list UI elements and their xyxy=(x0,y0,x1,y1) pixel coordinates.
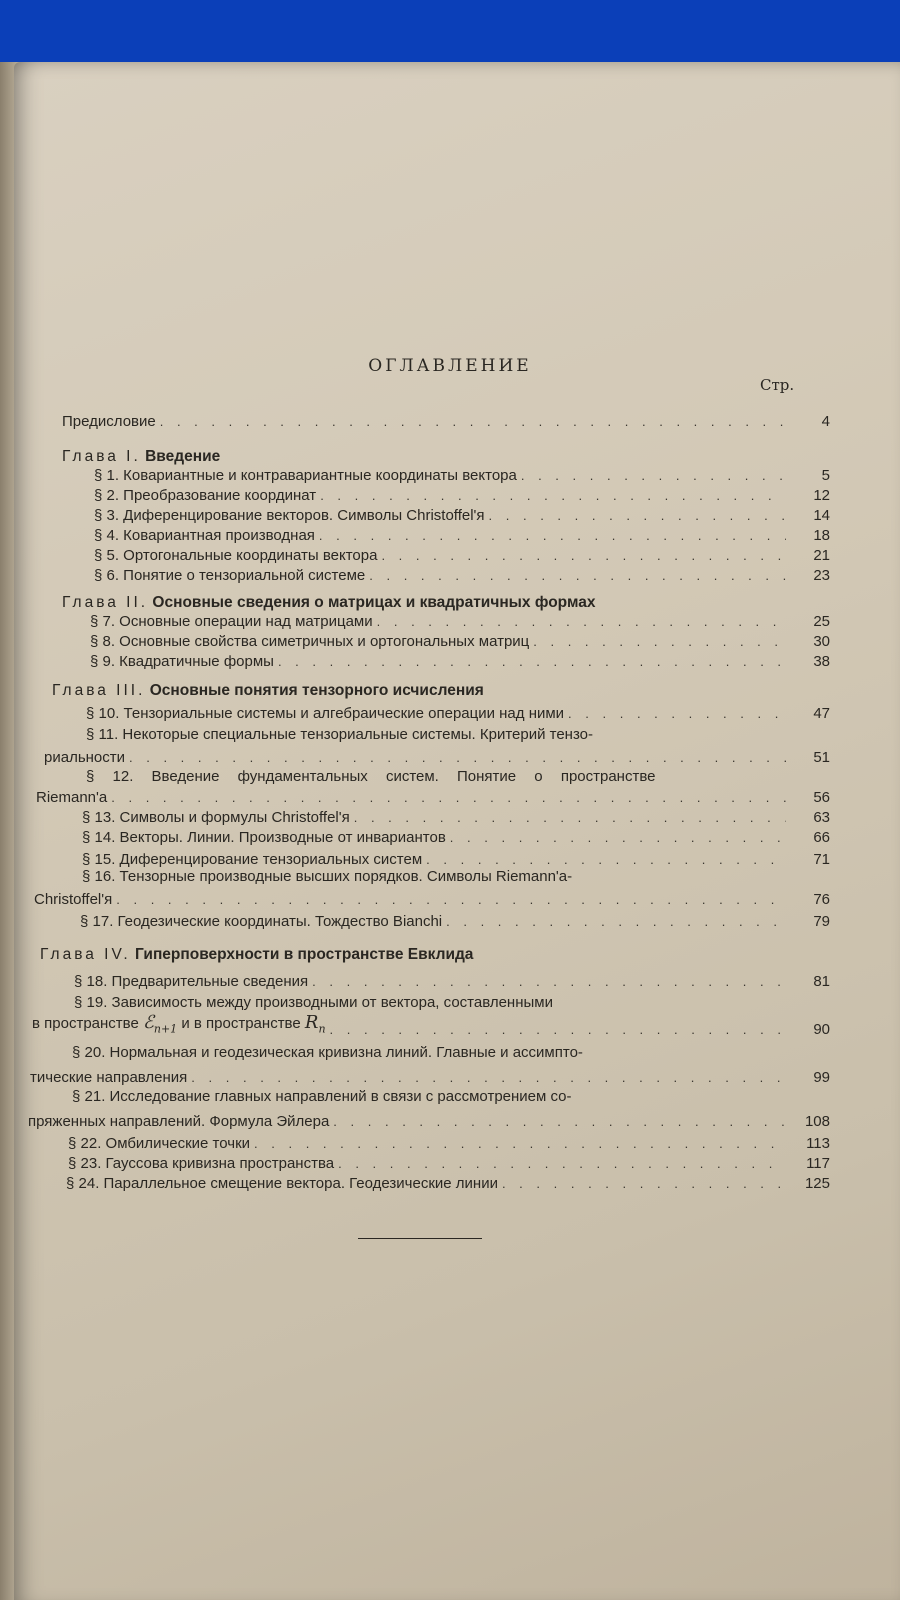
toc-entry xyxy=(82,824,830,846)
toc-entry xyxy=(82,846,830,868)
entry-title: § 18. Предварительные сведения xyxy=(74,973,309,990)
entry-title: § 15. Диференцирование тензориальных систем xyxy=(82,851,423,868)
entry-page: 108 xyxy=(804,1113,830,1130)
entry-page: 71 xyxy=(813,851,830,868)
entry-page: 63 xyxy=(813,809,830,826)
toc-entry xyxy=(94,462,830,484)
dot-leader xyxy=(568,705,786,722)
chapter-title: Основные понятия тензорного исчисления xyxy=(149,682,484,699)
toc-entry xyxy=(90,608,830,630)
entry-page: 47 xyxy=(813,705,830,722)
toc-entry xyxy=(86,700,830,722)
entry-page: 5 xyxy=(821,467,830,484)
entry-page: 79 xyxy=(813,913,830,930)
entry-title-line1: § 12. Введение фундаментальных систем. Понятие о пространстве xyxy=(86,768,656,785)
dot-leader xyxy=(191,1069,786,1086)
dot-leader xyxy=(426,851,786,868)
toc-entry xyxy=(80,908,830,930)
entry-page: 25 xyxy=(813,613,830,630)
dot-leader xyxy=(278,653,786,670)
entry-title-line1: § 21. Исследование главных направлений в связи с рассмотрением со- xyxy=(72,1088,572,1105)
entry-page: 23 xyxy=(813,567,830,584)
toc-entry xyxy=(34,886,830,908)
entry-page: 18 xyxy=(813,527,830,544)
entry-title: § 7. Основные операции над матрицами xyxy=(90,613,373,630)
chapter-label: Глава IV. xyxy=(40,946,131,963)
toc-entry xyxy=(36,784,830,806)
entry-page: 66 xyxy=(813,829,830,846)
toc-entry xyxy=(94,502,830,524)
entry-page: 4 xyxy=(821,413,830,430)
dot-leader xyxy=(450,829,786,846)
toc-entry xyxy=(90,628,830,650)
entry-title-cont: Riemann'a xyxy=(36,789,108,806)
chapter-heading xyxy=(40,946,473,964)
toc-entry xyxy=(32,1012,830,1038)
dot-leader xyxy=(160,413,786,430)
chapter-title: Основные сведения о матрицах и квадратичных формах xyxy=(152,594,596,611)
toc-entry xyxy=(94,542,830,564)
toc-entry xyxy=(82,804,830,826)
entry-title-cont: риальности xyxy=(44,749,126,766)
dot-leader xyxy=(446,913,786,930)
dot-leader xyxy=(129,749,786,766)
toc-entry xyxy=(44,744,830,766)
entry-title: § 13. Символы и формулы Christoffel'я xyxy=(82,809,350,826)
chapter-title: Гиперповерхности в пространстве Евклида xyxy=(135,946,474,963)
toc-entry xyxy=(68,1150,830,1172)
chapter-label: Глава III. xyxy=(52,682,146,699)
dot-leader xyxy=(333,1113,786,1130)
entry-title-cont: пряженных направлений. Формула Эйлера xyxy=(28,1113,330,1130)
entry-title: § 9. Квадратичные формы xyxy=(90,653,274,670)
entry-title-cont xyxy=(32,1014,326,1038)
entry-page: 12 xyxy=(813,487,830,504)
entry-title: § 23. Гауссова кривизна пространства xyxy=(68,1155,335,1172)
entry-title: § 22. Омбилические точки xyxy=(68,1135,251,1152)
entry-page: 99 xyxy=(813,1069,830,1086)
entry-title: § 3. Диференцирование векторов. Символы Christoffel'я xyxy=(94,507,485,524)
entry-title: § 6. Понятие о тензориальной системе xyxy=(94,567,366,584)
entry-page: 21 xyxy=(813,547,830,564)
toc-entry xyxy=(66,1170,830,1192)
toc-entry xyxy=(94,562,830,584)
entry-title: Предисловие xyxy=(62,413,156,430)
toc-entry xyxy=(90,648,830,670)
entry-page: 38 xyxy=(813,653,830,670)
chapter-title: Введение xyxy=(145,448,221,465)
entry-title: § 24. Параллельное смещение вектора. Геодезические линии xyxy=(66,1175,498,1192)
entry-title: § 5. Ортогональные координаты вектора xyxy=(94,547,378,564)
entry-page: 113 xyxy=(806,1135,830,1152)
entry-page: 76 xyxy=(813,891,830,908)
entry-title: § 14. Векторы. Линии. Производные от инвариантов xyxy=(82,829,446,846)
end-rule xyxy=(358,1238,482,1239)
entry-page: 56 xyxy=(813,789,830,806)
chapter-heading xyxy=(52,682,484,700)
entry-title: § 2. Преобразование координат xyxy=(94,487,317,504)
toc-heading: ОГЛАВЛЕНИЕ xyxy=(368,356,532,376)
entry-page: 14 xyxy=(813,507,830,524)
entry-page: 125 xyxy=(804,1175,830,1192)
entry-title: § 4. Ковариантная производная xyxy=(94,527,315,544)
entry-title: § 1. Ковариантные и контравариантные координаты вектора xyxy=(94,467,517,484)
toc-entry xyxy=(94,522,830,544)
entry-page: 117 xyxy=(806,1155,830,1172)
toc-entry-preface xyxy=(62,408,830,430)
dot-leader xyxy=(330,1021,786,1038)
dot-leader xyxy=(312,973,786,990)
toc-entry xyxy=(94,482,830,504)
chapter-label: Глава I. xyxy=(62,448,141,465)
dot-leader xyxy=(502,1175,786,1192)
toc-entry xyxy=(30,1064,830,1086)
dot-leader xyxy=(116,891,786,908)
entry-title: § 8. Основные свойства симетричных и ортогональных матриц xyxy=(90,633,530,650)
entry-title-line1: § 19. Зависимость между производными от вектора, составленными xyxy=(74,994,553,1011)
chapter-label: Глава II. xyxy=(62,594,149,611)
page-column-label: Стр. xyxy=(760,376,795,394)
entry-title-line1: § 16. Тензорные производные высших порядков. Символы Riemann'a- xyxy=(82,868,573,885)
entry-page: 51 xyxy=(813,749,830,766)
toc-entry xyxy=(68,1130,830,1152)
toc-entry xyxy=(28,1108,830,1130)
entry-page: 30 xyxy=(813,633,830,650)
dot-leader xyxy=(369,567,786,584)
entry-text: в пространстве xyxy=(32,1015,139,1033)
entry-page: 90 xyxy=(813,1021,830,1038)
entry-text: и в пространстве xyxy=(181,1015,301,1033)
entry-title-cont: Christoffel'я xyxy=(34,891,113,908)
entry-title-cont: тические направления xyxy=(30,1069,188,1086)
entry-title: § 10. Тензориальные системы и алгебраические операции над ними xyxy=(86,705,565,722)
riemann-space-symbol: $R_n$ xyxy=(304,1012,326,1036)
entry-title-line1: § 20. Нормальная и геодезическая кривизна линий. Главные и ассимпто- xyxy=(72,1044,583,1061)
entry-page: 81 xyxy=(813,973,830,990)
euclidean-space-symbol: ℰ$_{n+1}$ xyxy=(142,1012,178,1036)
toc-entry xyxy=(74,968,830,990)
entry-title: § 17. Геодезические координаты. Тождество Bianchi xyxy=(80,913,443,930)
entry-title-line1: § 11. Некоторые специальные тензориальные системы. Критерий тензо- xyxy=(86,726,594,743)
